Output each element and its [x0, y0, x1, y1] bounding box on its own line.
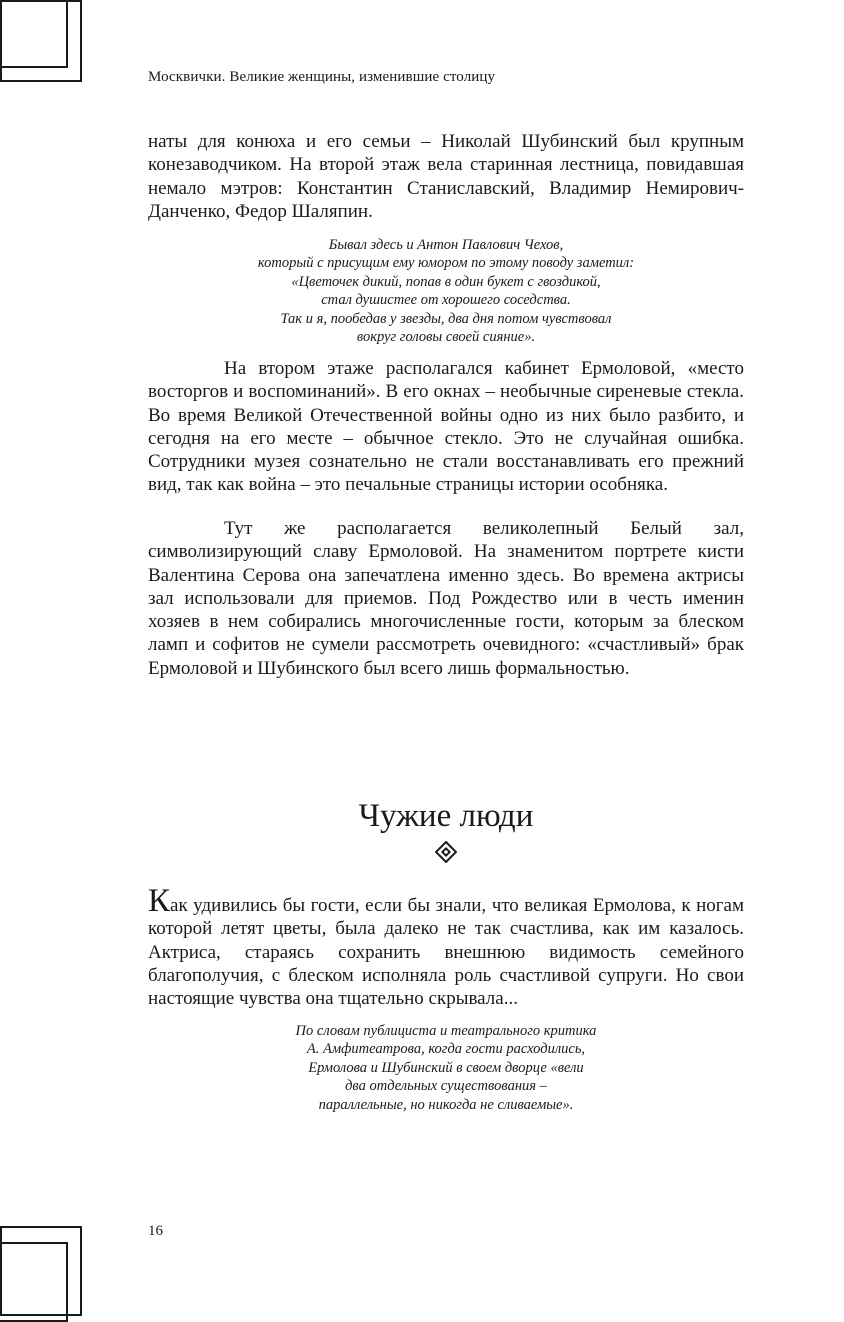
- paragraph-3: Тут же располагается великолепный Белый зал, символизирующий славу Ермоловой. На знаменитом портрете кисти Валентина Серова она запечатлена именно здесь. Во времена актрисы зал использовали для приемов. Под Рождество или в честь именин хозяев в нем собирались многочисленные гости, которым за блеском ламп и софитов не сумели рассмотреть очевидного: «счастливый» брак Ермоловой и Шубинского был всего лишь формальностью.: [148, 518, 744, 679]
- epigraph-amfiteatrov: [148, 1022, 744, 1114]
- quote-line: Ермолова и Шубинский в своем дворце «вели: [308, 1059, 584, 1076]
- quote-line: два отдельных существования –: [345, 1078, 547, 1095]
- quote-line: Бывал здесь и Антон Павлович Чехов,: [328, 237, 564, 253]
- quote-line: А. Амфитеатрова, когда гости расходились,: [306, 1041, 586, 1058]
- quote-line: параллельные, но никогда не сливаемые».: [318, 1096, 574, 1113]
- quote-line: который с присущим ему юмором по этому поводу заметил:: [257, 255, 635, 272]
- quote-line: стал душистее от хорошего соседства.: [321, 292, 571, 309]
- section-title: Чужие люди: [358, 798, 534, 834]
- paragraph-4: [148, 883, 744, 1010]
- paragraph-2: На втором этаже располагался кабинет Ермоловой, «место восторгов и воспоминаний». В его окнах – необычные сиреневые стекла. Во время Великой Отечественной войны одно из них было разбито, и сегодня на его месте – обычное стекло. Это не случайная ошибка. Сотрудники музея сознательно не стали восстанавливать его прежний вид, так как война – это печальные страницы истории особняка.: [148, 358, 744, 496]
- quote-line: вокруг головы своей сияние».: [356, 329, 536, 346]
- running-title: Москвички. Великие женщины, изменившие столицу: [148, 69, 496, 85]
- quote-line: «Цветочек дикий, попав в один букет с гвоздикой,: [291, 273, 601, 290]
- quote-line: Так и я, пообедав у звезды, два дня потом чувствовал: [280, 310, 612, 327]
- corner-ornament-bottom: [0, 1226, 84, 1316]
- corner-ornament-top: [0, 0, 84, 84]
- quote-line: По словам публициста и театрального критика: [295, 1023, 597, 1039]
- paragraph-4-text: ак удивились бы гости, если бы знали, что великая Ермолова, к ногам которой летят цветы, была далеко не так счастлива, как им казалось. Актриса, стараясь сохранить внешнюю видимость семейного благополучия, с блеском исполняла роль счастливой супруги. Но свои настоящие чувства она тщательно скрывала...: [148, 895, 744, 1010]
- drop-cap: К: [148, 883, 171, 919]
- paragraph-1: наты для конюха и его семьи – Николай Шубинский был крупным конезаводчиком. На второй этаж вела старинная лестница, повидавшая немало мэтров: Константин Станиславский, Владимир Немирович-Данченко, Федор Шаляпин.: [148, 131, 744, 222]
- page-number: 16: [148, 1223, 163, 1239]
- diamond-ornament-icon: [435, 841, 457, 863]
- epigraph-chekhov: [148, 236, 744, 346]
